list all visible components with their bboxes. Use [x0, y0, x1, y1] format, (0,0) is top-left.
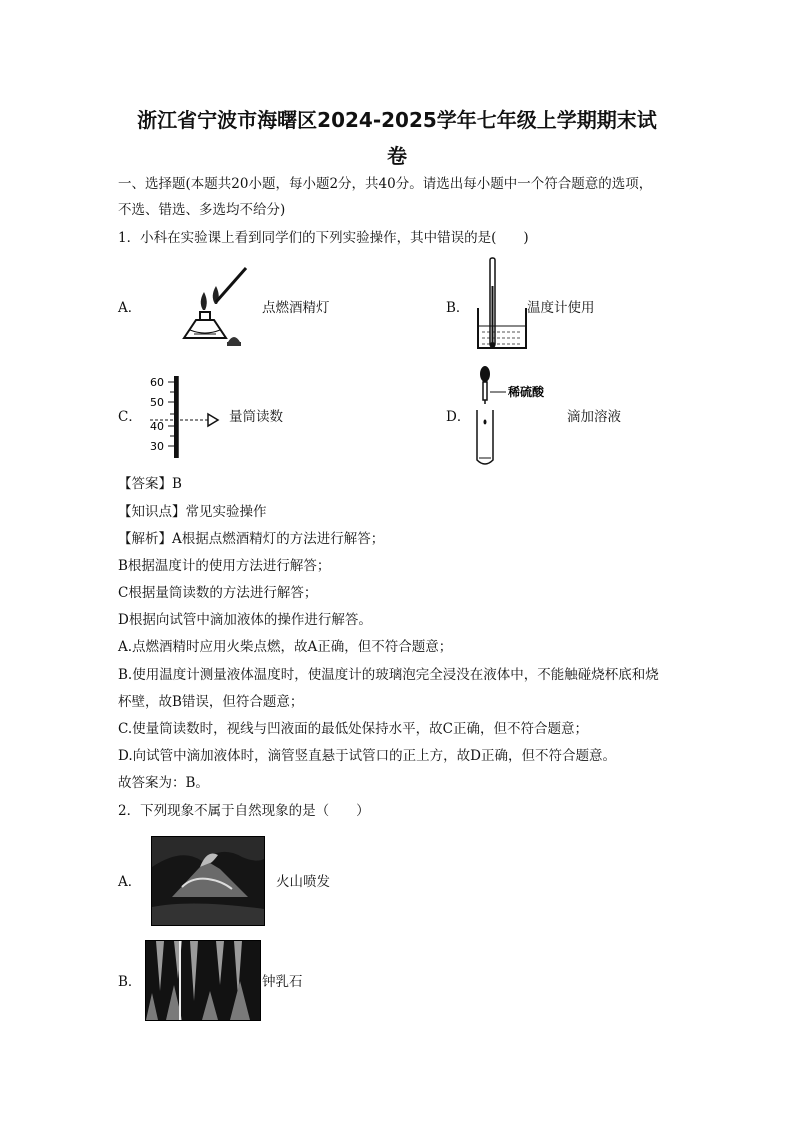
q1-analysis-line-8: C.使量筒读数时，视线与凹液面的最低处保持水平，故C正确，但不符合题意；	[118, 721, 588, 737]
q1-analysis-line-1: 【解析】A根据点燃酒精灯的方法进行解答；	[118, 531, 385, 547]
q1-knowledge-point: 【知识点】常见实验操作	[118, 504, 267, 520]
q1-option-b-text: 温度计使用	[527, 300, 595, 316]
question-1-stem: 1．小科在实验课上看到同学们的下列实验操作，其中错误的是( )	[118, 230, 529, 246]
q1-option-d-text: 滴加溶液	[567, 409, 621, 425]
q1-option-c-letter: C．	[118, 409, 142, 425]
q1-analysis-line-10: 故答案为：B。	[118, 775, 209, 791]
cylinder-tick-60: 60	[150, 376, 164, 389]
q1-answer: 【答案】B	[118, 476, 182, 492]
thermometer-beaker-figure	[474, 256, 530, 352]
q1-analysis-line-3: C根据量筒读数的方法进行解答；	[118, 585, 318, 601]
q1-analysis-line-6: B.使用温度计测量液体温度时，使温度计的玻璃泡完全浸没在液体中，不能触碰烧杯底和烧	[118, 667, 659, 683]
dropper-test-tube-figure	[470, 364, 560, 470]
cylinder-tick-50: 50	[150, 396, 164, 409]
alcohol-lamp-figure	[176, 262, 256, 352]
q1-analysis-line-4: D根据向试管中滴加液体的操作进行解答。	[118, 612, 372, 628]
q1-analysis-line-9: D.向试管中滴加液体时，滴管竖直悬于试管口的正上方，故D正确，但不符合题意。	[118, 748, 616, 764]
cylinder-tick-30: 30	[150, 440, 164, 453]
q2-option-b-letter: B．	[118, 974, 142, 990]
q1-option-a-letter: A．	[118, 300, 142, 316]
q2-option-a-text: 火山喷发	[276, 874, 330, 890]
q1-analysis-line-2: B根据温度计的使用方法进行解答；	[118, 558, 331, 574]
document-title-line-2: 卷	[387, 144, 407, 168]
q1-analysis-line-7: 杯壁，故B错误，但符合题意；	[118, 694, 304, 710]
cylinder-tick-40: 40	[150, 420, 164, 433]
q1-option-d-letter: D．	[446, 409, 471, 425]
q1-analysis-line-5: A.点燃酒精时应用火柴点燃，故A正确，但不符合题意；	[118, 639, 453, 655]
section-header-line-2: 不选、错选、多选均不给分)	[118, 202, 286, 218]
q1-option-a-text: 点燃酒精灯	[262, 300, 330, 316]
q1-option-b-letter: B．	[446, 300, 470, 316]
q2-option-a-letter: A．	[118, 874, 142, 890]
stalactite-cave-image	[145, 940, 261, 1021]
section-header-line-1: 一、选择题(本题共20小题，每小题2分，共40分。请选出每小题中一个符合题意的选项，	[118, 176, 653, 192]
q2-option-b-text: 钟乳石	[262, 974, 303, 990]
q1-option-c-text: 量筒读数	[229, 409, 283, 425]
question-2-stem: 2．下列现象不属于自然现象的是（ ）	[118, 803, 370, 819]
volcano-eruption-image	[151, 836, 265, 926]
dropper-acid-label: 稀硫酸	[508, 385, 545, 399]
document-title-line-1: 浙江省宁波市海曙区2024-2025学年七年级上学期期末试	[137, 108, 657, 132]
graduated-cylinder-figure	[146, 374, 226, 460]
